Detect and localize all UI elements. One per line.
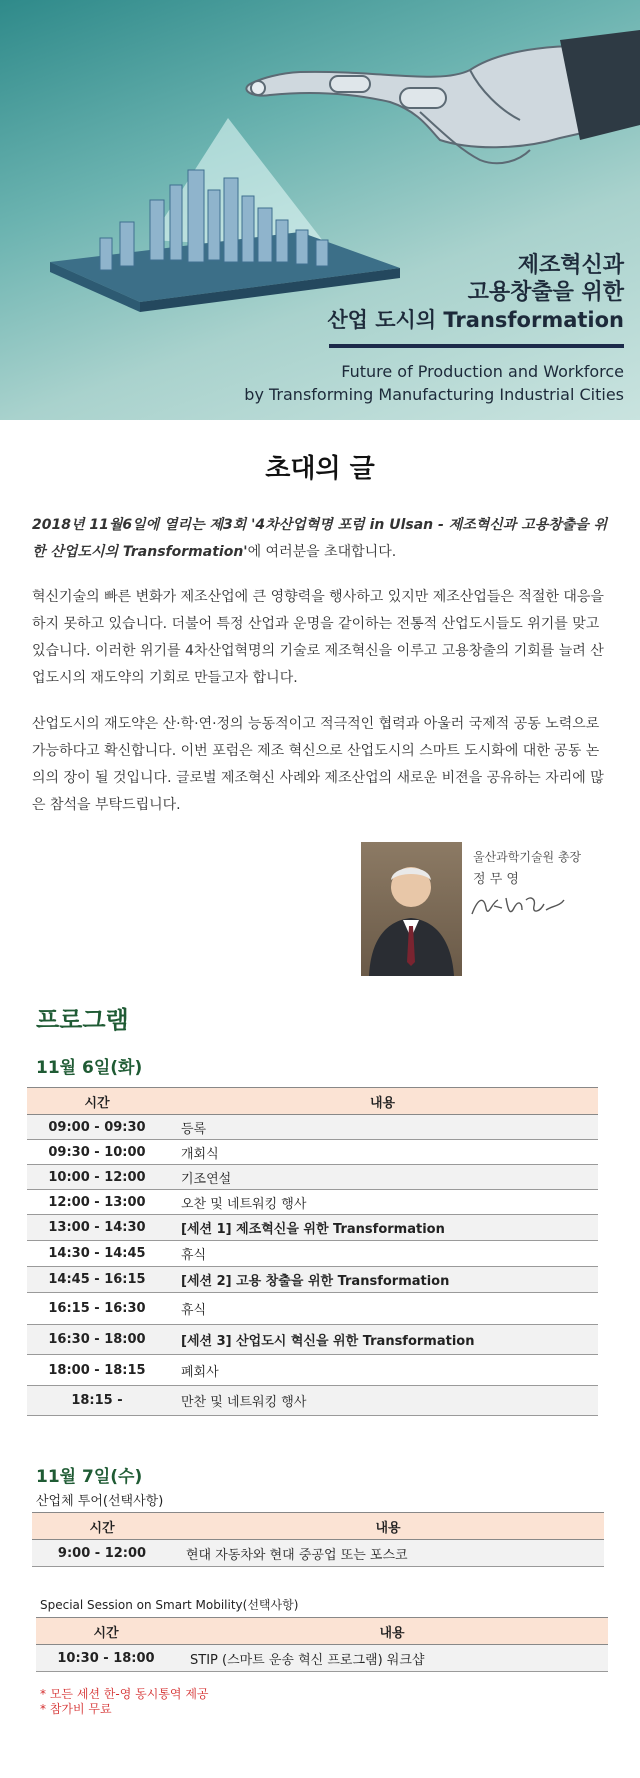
row-time: 10:30 - 18:00 <box>36 1645 176 1672</box>
invitation-p1-rest: 에 여러분을 초대합니다. <box>247 544 397 560</box>
program-heading: 프로그램 <box>36 1006 129 1034</box>
row-time: 09:30 - 10:00 <box>27 1140 167 1165</box>
row-content: 등록 <box>167 1115 598 1140</box>
table-row <box>27 1241 598 1267</box>
row-content: 오찬 및 네트워킹 행사 <box>167 1190 598 1215</box>
day2-heading: 11월 7일(수) <box>36 1467 143 1487</box>
table-row <box>27 1115 598 1140</box>
row-content: 휴식 <box>167 1241 598 1267</box>
banner-subtitle-line2: by Transforming Manufacturing Industrial Cities <box>244 385 624 404</box>
invitation-paragraph-1 <box>32 512 608 566</box>
col-header-content: 내용 <box>167 1088 598 1115</box>
col-header-time: 시간 <box>36 1618 176 1645</box>
row-content: [세션 1] 제조혁신을 위한 Transformation <box>167 1215 598 1241</box>
table-row <box>27 1267 598 1293</box>
row-time: 16:15 - 16:30 <box>27 1293 167 1325</box>
row-content: 현대 자동차와 현대 중공업 또는 포스코 <box>172 1540 604 1567</box>
table-row <box>27 1325 598 1355</box>
row-time: 12:00 - 13:00 <box>27 1190 167 1215</box>
row-content: 폐회사 <box>167 1355 598 1386</box>
banner-title-line1: 제조혁신과 <box>517 253 624 278</box>
signer-name: 정 무 영 <box>473 872 519 887</box>
banner-title-line3: 산업 도시의 Transformation <box>327 308 624 332</box>
row-time: 14:45 - 16:15 <box>27 1267 167 1293</box>
table-header-row <box>36 1618 608 1645</box>
invitation-heading: 초대의 글 <box>265 454 375 484</box>
table-header-row <box>27 1088 598 1115</box>
row-content: STIP (스마트 운송 혁신 프로그램) 워크샵 <box>176 1645 608 1672</box>
banner-title-line2: 고용창출을 위한 <box>467 280 624 305</box>
table-row <box>27 1386 598 1416</box>
banner-illustration <box>0 0 640 420</box>
day1-schedule-table <box>27 1087 598 1416</box>
row-content: 개회식 <box>167 1140 598 1165</box>
col-header-time: 시간 <box>32 1513 172 1540</box>
row-time: 09:00 - 09:30 <box>27 1115 167 1140</box>
forum-title-emphasis: 2018년 11월6일에 열리는 제3회 '4차산업혁명 포럼 in Ulsan - 제조혁신과 고용창출을 위한 산업도시의 Transformation' <box>32 517 608 560</box>
note-interpretation: * 모든 세션 한-영 동시통역 제공 <box>40 1687 209 1701</box>
col-header-content: 내용 <box>176 1618 608 1645</box>
row-time: 18:15 - <box>27 1386 167 1416</box>
row-content: 기조연설 <box>167 1165 598 1190</box>
special-session-table <box>36 1617 608 1672</box>
table-row <box>27 1293 598 1325</box>
row-content: [세션 2] 고용 창출을 위한 Transformation <box>167 1267 598 1293</box>
row-time: 16:30 - 18:00 <box>27 1325 167 1355</box>
invitation-paragraph-3: 산업도시의 재도약은 산·학·연·정의 능동적이고 적극적인 협력과 아울러 국제적 공동 노력으로 가능하다고 확신합니다. 이번 포럼은 제조 혁신으로 산업도시의 스마트 도시화에 대한 공동 논의의 장이 될 것입니다. 글로벌 제조혁신 사례와 제조산업의 새로운 비젼을 공유하는 자리에 많은 참석을 부탁드립니다. <box>32 716 604 813</box>
row-time: 14:30 - 14:45 <box>27 1241 167 1267</box>
table-row <box>27 1215 598 1241</box>
row-content: 휴식 <box>167 1293 598 1325</box>
table-row <box>32 1540 604 1567</box>
table-row <box>27 1140 598 1165</box>
banner-divider <box>329 344 624 348</box>
hero-banner <box>0 0 640 420</box>
tour-schedule-table <box>32 1512 604 1567</box>
row-time: 13:00 - 14:30 <box>27 1215 167 1241</box>
row-time: 10:00 - 12:00 <box>27 1165 167 1190</box>
row-content: 만찬 및 네트워킹 행사 <box>167 1386 598 1416</box>
table-row <box>36 1645 608 1672</box>
note-free-admission: * 참가비 무료 <box>40 1702 112 1716</box>
day1-heading: 11월 6일(화) <box>36 1058 143 1078</box>
col-header-time: 시간 <box>27 1088 167 1115</box>
banner-subtitle-line1: Future of Production and Workforce <box>341 362 624 381</box>
tour-label: 산업체 투어(선택사항) <box>36 1494 164 1509</box>
table-row <box>27 1190 598 1215</box>
table-row <box>27 1355 598 1386</box>
row-time: 9:00 - 12:00 <box>32 1540 172 1567</box>
table-header-row <box>32 1513 604 1540</box>
handwritten-signature <box>468 888 568 924</box>
special-session-label: Special Session on Smart Mobility(선택사항) <box>40 1598 299 1612</box>
row-content: [세션 3] 산업도시 혁신을 위한 Transformation <box>167 1325 598 1355</box>
table-row <box>27 1165 598 1190</box>
president-photo <box>361 842 462 976</box>
col-header-content: 내용 <box>172 1513 604 1540</box>
signer-organization: 울산과학기술원 총장 <box>473 850 582 864</box>
invitation-paragraph-2: 혁신기술의 빠른 변화가 제조산업에 큰 영향력을 행사하고 있지만 제조산업들은 적절한 대응을 하지 못하고 있습니다. 더불어 특정 산업과 운명을 같이하는 전통적 산업도시들도 위기를 맞고 있습니다. 이러한 위기를 4차산업혁명의 기술로 제조혁신을 이루고 고용창출의 기회를 늘려 산업도시의 재도약의 기회로 만들고자 합니다. <box>32 589 604 686</box>
row-time: 18:00 - 18:15 <box>27 1355 167 1386</box>
